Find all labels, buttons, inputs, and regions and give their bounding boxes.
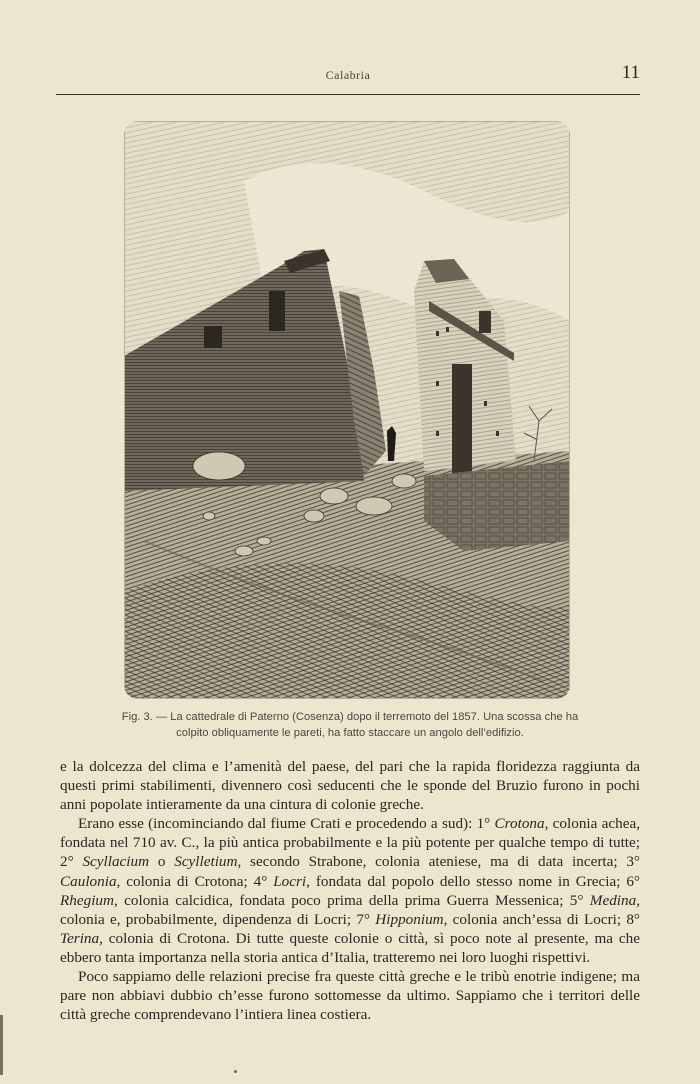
caption-line-2: colpito obliquamente le pareti, ha fatto staccare un angolo dell’edifizio. [176, 727, 524, 739]
colony-name: Terina [60, 929, 100, 947]
colony-name: Scylletium [174, 853, 238, 871]
colony-name: Locri [273, 872, 307, 890]
caption-line-1: Fig. 3. — La cattedrale di Paterno (Cosenza) dopo il terremoto del 1857. Una scossa che ha [121, 711, 579, 723]
page-number: 11 [621, 62, 640, 83]
text-span: , colonia e, probabilmente, dipendenza di Locri; 7° [60, 891, 640, 928]
text-span: , colonia achea, fondata nel 710 av. C., la più antica probabilmente e la più potente per qualche tempo di tutte; 2° [60, 815, 640, 871]
text-span: Erano esse (incominciando dal fiume Crati e procedendo a sud): 1° [78, 815, 495, 833]
text-span: , secondo Strabone, colonia ateniese, ma di data incerta; 3° [237, 853, 641, 871]
colony-name: Scyllacium [82, 853, 150, 871]
engraving-cathedral-ruins [124, 121, 570, 699]
colony-name: Crotona [494, 815, 545, 833]
colony-name: Hipponium [375, 910, 444, 928]
page-speck [234, 1070, 237, 1073]
paragraph-2 [60, 814, 640, 967]
text-span: , colonia calcidica, fondata poco prima della prima Guerra Messenica; 5° [114, 891, 590, 909]
page-header [56, 64, 640, 95]
colony-name: Medina [589, 891, 637, 909]
text-span: , fondata dal popolo dello stesso nome in Grecia; 6° [306, 872, 640, 890]
text-span: , colonia di Crotona; 4° [116, 872, 274, 890]
colony-name: Rhegium [60, 891, 114, 909]
figure-caption [74, 709, 626, 741]
body-text [60, 757, 640, 1024]
figure-illustration [124, 121, 570, 699]
colony-name: Caulonia [60, 872, 117, 890]
page-edge-mark [0, 1015, 3, 1075]
paragraph-1: e la dolcezza del clima e l’amenità del paese, del pari che la rapida floridezza raggiunta da questi primi stabilimenti, divennero così seducenti che le sponde del Bruzio furono in pochi anni popolate intieramente da una cintura di colonie greche. [60, 758, 640, 814]
text-span: , colonia anch’essa di Locri; 8° [443, 910, 641, 928]
text-span: o [149, 853, 175, 871]
paragraph-3: Poco sappiamo delle relazioni precise fra queste città greche e le tribù enotrie indigene; ma pare non abbiavi dubbio ch’esse furono sottomesse da ultimo. Sappiamo che i territori delle città greche comprendevano l’intiera linea costiera. [60, 968, 640, 1024]
running-head: Calabria [325, 68, 371, 82]
text-span: , colonia di Crotona. Di tutte queste colonie o città, sì poco note al presente, ma che ebbero tanta importanza nella storia antica d’Italia, tratteremo nei loro luoghi rispettivi. [60, 929, 640, 966]
